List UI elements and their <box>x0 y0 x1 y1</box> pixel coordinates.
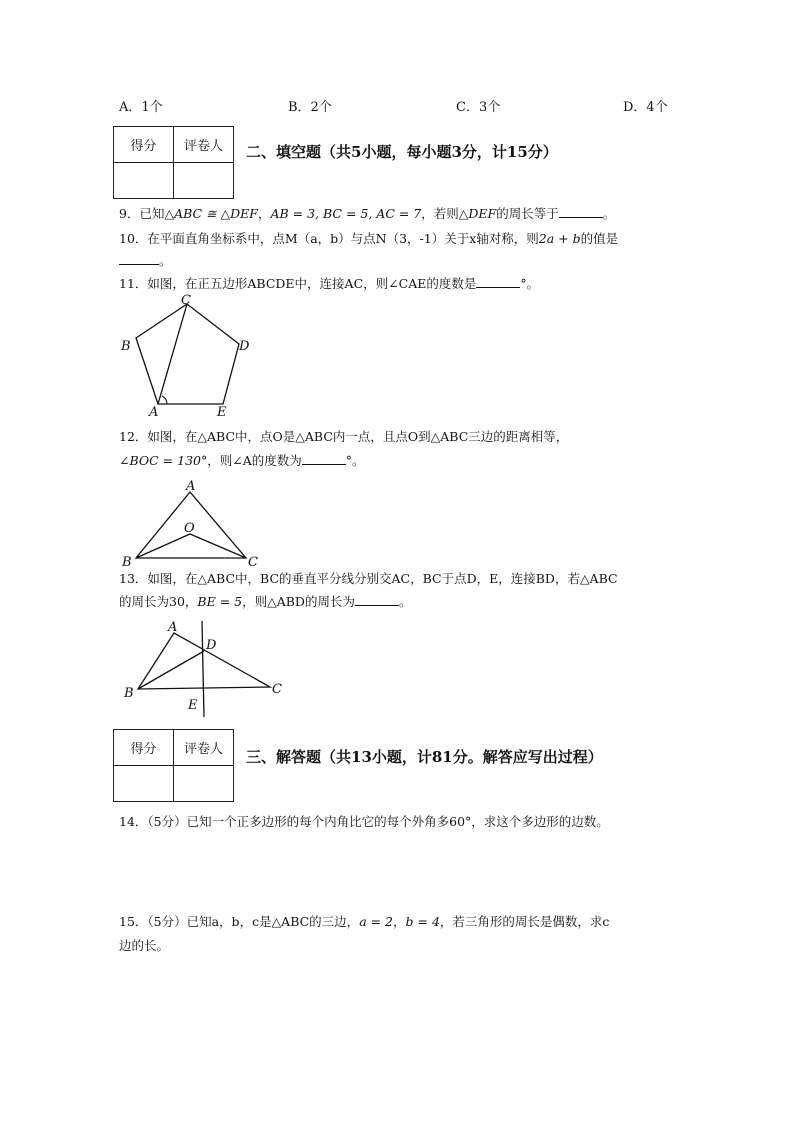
q10-end: 。 <box>159 253 172 268</box>
q12-line1: 12．如图，在△ABC中，点O是△ABC内一点，且点O到△ABC三边的距离相等， <box>119 429 569 444</box>
q10-line1-end: 的值是 <box>580 231 619 246</box>
question-15 <box>119 913 609 930</box>
q12-math: ∠BOC = 130° <box>119 453 208 468</box>
grader-cell <box>174 163 234 199</box>
question-11 <box>119 275 539 292</box>
grader-cell <box>174 766 234 802</box>
question-15-line2: 边的长。 <box>119 938 170 953</box>
question-10-line2 <box>119 252 172 269</box>
q15-line1-end: ，若三角形的周长是偶数，求c <box>439 914 610 929</box>
answer-blank[interactable] <box>302 452 346 465</box>
q9-mid: ，若则 <box>421 206 459 221</box>
q9-end: 。 <box>602 206 616 221</box>
label-a: A <box>186 479 196 494</box>
bisector-figure <box>118 615 293 720</box>
label-c: C <box>272 682 282 697</box>
q9-sep: ， <box>257 206 271 221</box>
q9-math-congruent: △ABC ≅ △DEF <box>164 206 258 221</box>
q9-math-sides: AB = 3, BC = 5, AC = 7 <box>270 206 422 221</box>
question-12 <box>119 428 568 445</box>
segment-ac <box>158 304 187 404</box>
pentagon-outline <box>136 304 239 404</box>
q13-math: BE = 5 <box>197 594 243 609</box>
triangle-abc <box>138 633 270 689</box>
question-12-line2 <box>119 452 365 469</box>
q10-math: 2a + b <box>538 231 581 246</box>
section-3-title: 三、解答题（共13小题，计81分。解答应写出过程） <box>246 748 603 766</box>
option-c: C．3个 <box>456 100 501 115</box>
question-10 <box>119 230 618 247</box>
score-cell <box>114 766 174 802</box>
answer-blank[interactable] <box>476 275 520 288</box>
q12-end: °。 <box>345 453 365 468</box>
score-label: 得分 <box>114 730 174 766</box>
angle-cae-mark <box>162 396 167 404</box>
label-d: D <box>206 638 217 653</box>
score-table-section-2 <box>113 126 234 199</box>
q13-line2-start: 的周长为30， <box>119 594 198 609</box>
label-b: B <box>122 555 132 568</box>
option-b: B．2个 <box>288 100 332 115</box>
incenter-figure <box>118 476 268 568</box>
score-cell <box>114 163 174 199</box>
option-a: A．1个 <box>119 100 163 115</box>
segment-bd <box>138 651 204 689</box>
q11-text: 11．如图，在正五边形ABCDE中，连接AC，则∠CAE的度数是 <box>119 276 477 291</box>
q9-prefix: 9．已知 <box>119 206 165 221</box>
grader-label: 评卷人 <box>174 730 234 766</box>
q10-line1: 10．在平面直角坐标系中，点M（a，b）与点N（3，-1）关于x轴对称，则 <box>119 231 539 246</box>
q13-end: 。 <box>398 594 412 609</box>
q9-math-triangle: △DEF <box>458 206 497 221</box>
score-label: 得分 <box>114 127 174 163</box>
question-13-line2 <box>119 593 411 610</box>
label-b: B <box>124 686 134 701</box>
label-e: E <box>217 405 227 420</box>
q12-line2: ，则∠A的度数为 <box>207 453 302 468</box>
question-9 <box>119 205 615 222</box>
label-e: E <box>188 698 198 713</box>
question-14: 14．（5分）已知一个正多边形的每个内角比它的每个外角多60°，求这个多边形的边数。 <box>119 814 609 829</box>
section-2-title: 二、填空题（共5小题，每小题3分，计15分） <box>246 143 558 161</box>
label-c: C <box>181 293 191 308</box>
q15-math-a: a = 2 <box>359 914 394 929</box>
label-a: A <box>149 405 159 420</box>
pentagon-figure <box>115 292 265 420</box>
grader-label: 评卷人 <box>174 127 234 163</box>
q15-line1-start: 15．（5分）已知a，b，c是△ABC的三边， <box>119 914 360 929</box>
answer-blank[interactable] <box>119 252 159 265</box>
label-o: O <box>184 521 195 536</box>
label-d: D <box>239 339 250 354</box>
q13-line1: 13．如图，在△ABC中，BC的垂直平分线分别交AC，BC于点D，E，连接BD，若△ABC <box>119 571 618 586</box>
score-table-section-3 <box>113 729 234 802</box>
option-d: D．4个 <box>623 100 668 115</box>
q11-end: °。 <box>520 276 540 291</box>
answer-blank[interactable] <box>559 205 603 218</box>
q13-line2-end: ，则△ABD的周长为 <box>242 594 355 609</box>
label-a: A <box>168 620 178 635</box>
label-c: C <box>248 555 258 568</box>
q15-sep: ， <box>393 914 406 929</box>
q9-suffix: 的周长等于 <box>496 206 559 221</box>
label-b: B <box>121 339 131 354</box>
perpendicular-bisector <box>202 621 204 717</box>
answer-blank[interactable] <box>355 593 399 606</box>
q15-math-b: b = 4 <box>405 914 440 929</box>
question-13 <box>119 570 618 587</box>
